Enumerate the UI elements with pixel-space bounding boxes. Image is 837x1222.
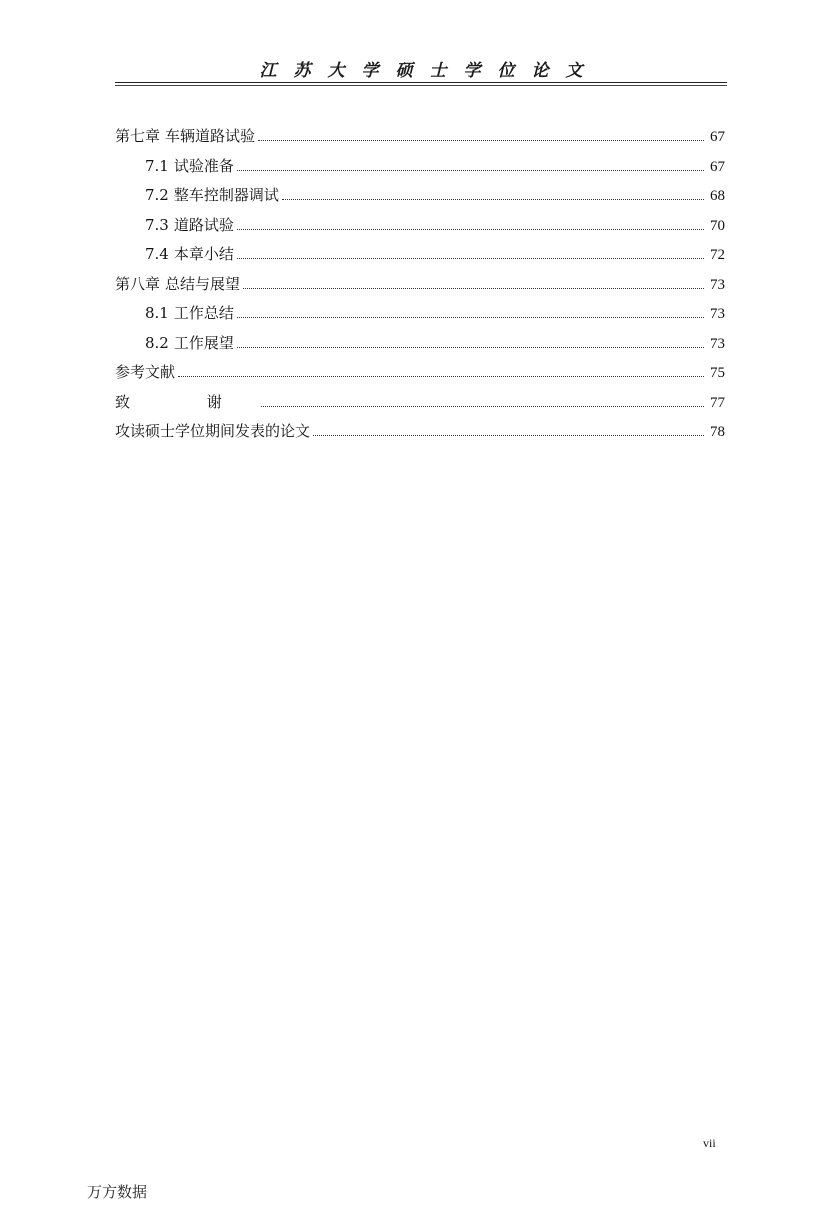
toc-entry-number: 7.4 [145,245,169,263]
toc-entry-title: 工作总结 [173,304,234,322]
toc-entry-7-2[interactable] [115,185,725,215]
toc-entry-page: 67 [710,158,725,175]
toc-entry-title: 致 谢 [115,392,258,411]
toc-entry-page: 72 [710,247,725,263]
toc-leader-dots [237,316,704,318]
toc-entry-title: 总结与展望 [165,274,241,293]
toc-entry-number: 8.1 [145,304,169,322]
toc-entry-page: 70 [710,217,725,234]
toc-entry-7-4[interactable] [115,244,725,274]
toc-entry-references[interactable] [115,362,725,392]
toc-entry-page: 73 [710,335,725,352]
toc-entry-title: 试验准备 [173,156,234,175]
toc-entry-title: 车辆道路试验 [165,127,256,145]
toc-leader-dots [237,169,704,171]
running-header-title: 江苏大学硕士学位论文 [259,61,600,81]
toc-leader-dots [237,228,704,230]
toc-entry-page: 77 [710,394,725,411]
toc-entry-number: 第七章 [115,127,161,145]
toc-leader-dots [237,346,704,348]
running-header [115,56,727,82]
watermark-text: 万方数据 [87,1183,148,1201]
toc-entry-title: 参考文献 [115,363,176,381]
toc-entry-number: 第八章 [115,274,161,293]
header-rule [115,82,727,83]
table-of-contents [115,126,725,451]
page-number: vii [703,1136,716,1150]
toc-leader-dots [243,287,704,289]
toc-entry-chapter-8[interactable] [115,274,725,304]
toc-entry-chapter-7[interactable] [115,126,725,156]
header-rule-secondary [115,85,727,86]
toc-entry-page: 67 [710,129,725,145]
toc-entry-number: 7.3 [145,215,169,234]
toc-leader-dots [282,198,704,200]
toc-entry-publications[interactable] [115,421,725,451]
toc-entry-acknowledgements[interactable] [115,392,725,422]
toc-entry-title: 道路试验 [173,215,234,234]
toc-entry-number: 7.1 [145,156,169,175]
toc-entry-8-2[interactable] [115,333,725,363]
toc-entry-title: 工作展望 [173,333,234,352]
toc-leader-dots [258,139,704,141]
toc-entry-page: 73 [710,306,725,322]
toc-entry-8-1[interactable] [115,303,725,333]
toc-leader-dots [237,257,704,259]
toc-entry-title: 整车控制器调试 [173,186,279,204]
toc-entry-7-3[interactable] [115,215,725,245]
toc-entry-page: 78 [710,424,725,440]
toc-entry-page: 68 [710,188,725,204]
toc-entry-7-1[interactable] [115,156,725,186]
toc-entry-title: 攻读硕士学位期间发表的论文 [115,422,311,440]
toc-leader-dots [261,405,704,407]
toc-entry-page: 75 [710,365,725,381]
toc-leader-dots [313,434,704,436]
toc-leader-dots [178,375,704,377]
toc-entry-number: 8.2 [145,333,169,352]
toc-entry-title: 本章小结 [173,245,234,263]
toc-entry-number: 7.2 [145,186,169,204]
toc-entry-page: 73 [710,276,725,293]
